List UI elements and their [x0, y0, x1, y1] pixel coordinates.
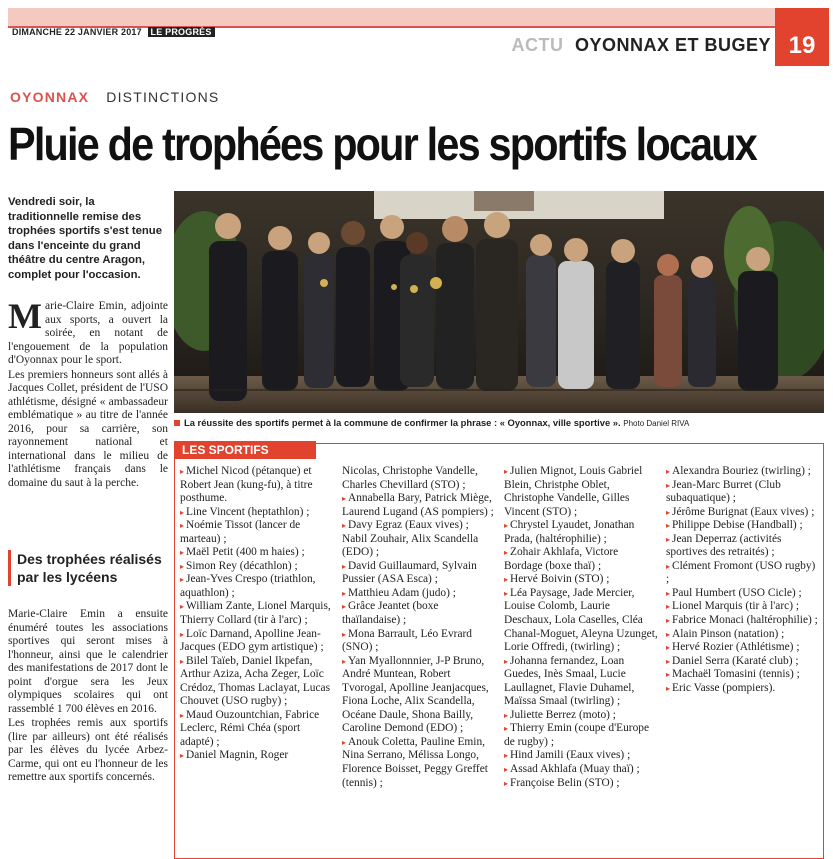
arrow-icon: ▸	[666, 643, 671, 653]
sportif-entry	[666, 628, 820, 642]
sportif-entry-text: Daniel Magnin, Roger	[186, 749, 289, 762]
arrow-icon: ▸	[666, 588, 671, 598]
sportif-entry	[180, 546, 334, 560]
sportif-entry	[342, 736, 496, 790]
sportif-entry	[666, 655, 820, 669]
sportif-entry-text: Fabrice Monaci (haltérophilie) ;	[672, 614, 818, 627]
sportif-entry	[342, 587, 496, 601]
arrow-icon: ▸	[504, 548, 509, 558]
sportif-entry-text: Maël Petit (400 m haies) ;	[186, 546, 305, 559]
sportif-entry-text: Jean Deperraz (activités sportives des retraités) ;	[666, 532, 782, 559]
sportif-entry	[666, 479, 820, 506]
sportif-entry	[666, 614, 820, 628]
sportifs-column-2	[342, 465, 496, 790]
arrow-icon: ▸	[504, 751, 509, 761]
sportif-entry-text: Assad Akhlafa (Muay thaï) ;	[510, 763, 640, 776]
sportif-entry-text: Alexandra Bouriez (twirling) ;	[672, 465, 811, 477]
sportif-entry	[180, 655, 334, 709]
arrow-icon: ▸	[180, 710, 185, 720]
sportif-entry	[504, 709, 658, 723]
sportif-entry	[180, 600, 334, 627]
arrow-icon: ▸	[666, 616, 671, 626]
arrow-icon: ▸	[666, 467, 671, 476]
article-title: Pluie de trophées pour les sportifs locaux	[8, 118, 756, 170]
ceremony-photo-illustration	[174, 191, 824, 413]
sportifs-column-4	[666, 465, 820, 790]
date-text: DIMANCHE 22 JANVIER 2017	[12, 27, 142, 37]
sportif-entry	[342, 492, 496, 519]
sportif-entry	[504, 763, 658, 777]
arrow-icon: ▸	[180, 548, 185, 558]
paragraph-4: Les trophées remis aux sportifs (lire par ailleurs) ont été réalisés par les élèves du lycée Arbez-Carme, qui ont eu l'honneur de les remettre aux sportifs concernés.	[8, 717, 168, 783]
sportif-entry-text: Lionel Marquis (tir à l'arc) ;	[672, 600, 800, 613]
arrow-icon: ▸	[666, 670, 671, 680]
arrow-icon: ▸	[666, 683, 671, 693]
sportif-entry-text: Johanna fernandez, Loan Guedes, Inès Smaal, Lucie Laullagnet, Flavie Duhamel, Maïssa Smaal (twirling) ;	[504, 654, 635, 708]
sportif-entry-text: Grâce Jeantet (boxe thaïlandaise) ;	[342, 600, 439, 627]
sportif-entry-text: Nicolas, Christophe Vandelle, Charles Chevillard (STO) ;	[342, 465, 478, 491]
sportif-entry	[180, 573, 334, 600]
sportif-entry-text: Mona Barrault, Léo Evrard (SNO) ;	[342, 627, 472, 654]
article-photo	[174, 191, 824, 413]
arrow-icon: ▸	[342, 602, 347, 612]
sportif-entry	[666, 682, 820, 696]
arrow-icon: ▸	[504, 588, 509, 598]
caption-square-icon	[174, 420, 180, 426]
arrow-icon: ▸	[180, 467, 185, 476]
arrow-icon: ▸	[180, 561, 185, 571]
sportif-entry	[342, 519, 496, 560]
sportif-entry	[666, 519, 820, 533]
arrow-icon: ▸	[504, 724, 509, 734]
arrow-icon: ▸	[666, 534, 671, 544]
sportif-entry	[342, 560, 496, 587]
sportif-entry-text: Julien Mignot, Louis Gabriel Blein, Christphe Oblet, Christophe Vandelle, Gilles Vincent (STO) ;	[504, 465, 643, 518]
sportif-entry-text: Noémie Tissot (lancer de marteau) ;	[180, 519, 301, 545]
arrow-icon: ▸	[180, 656, 185, 666]
section-rubric	[511, 35, 771, 56]
dropcap: M	[8, 296, 42, 336]
issue-date	[12, 27, 215, 37]
sportif-entry	[504, 777, 658, 791]
sportif-entry-text: Hind Jamili (Eaux vives) ;	[510, 749, 631, 762]
kicker-location: OYONNAX	[10, 89, 90, 105]
sportif-entry-text: Thierry Emin (coupe d'Europe de rugby) ;	[504, 722, 650, 748]
sportif-entry	[342, 600, 496, 627]
sportifs-column-3	[504, 465, 658, 790]
sportif-entry	[504, 546, 658, 573]
header-band	[8, 8, 778, 26]
article-lead: Vendredi soir, la traditionnelle remise des trophées sportifs s'est tenue dans l'enceinte du grand théâtre du centre Aragon, complet pour l'occasion.	[8, 196, 162, 281]
sportif-entry-text: Daniel Serra (Karaté club) ;	[672, 654, 799, 667]
sportif-entry-text: Simon Rey (décathlon) ;	[186, 559, 298, 572]
paragraph-1	[8, 296, 168, 368]
arrow-icon: ▸	[180, 602, 185, 612]
sportif-entry	[180, 709, 334, 750]
arrow-icon: ▸	[180, 575, 185, 585]
sportif-entry	[504, 655, 658, 709]
sportif-entry-text: Loïc Darnand, Apolline Jean-Jacques (EDO gym artistique) ;	[180, 627, 324, 654]
arrow-icon: ▸	[666, 507, 671, 517]
arrow-icon: ▸	[342, 561, 347, 571]
sportif-entry	[666, 465, 820, 479]
arrow-icon: ▸	[666, 656, 671, 666]
arrow-icon: ▸	[180, 751, 185, 761]
sportif-entry-text: Hervé Rozier (Athlétisme) ;	[672, 641, 800, 654]
sportif-entry-text: Jean-Yves Crespo (triathlon, aquathlon) ;	[180, 573, 316, 599]
sportif-entry-text: Annabella Bary, Patrick Miège, Laurend Lugand (AS pompiers) ;	[342, 492, 494, 518]
sportif-entry	[180, 628, 334, 655]
sportif-entry-text: Zohair Akhlafa, Victore Bordage (boxe thaï) ;	[504, 546, 619, 572]
sportif-entry-text: Michel Nicod (pétanque) et Robert Jean (kung-fu), à titre posthume.	[180, 465, 313, 505]
sportif-entry-text: Davy Egraz (Eaux vives) ; Nabil Zouhair, Alix Scandella (EDO) ;	[342, 519, 479, 559]
sportif-entry-text: Machaël Tomasini (tennis) ;	[672, 668, 800, 681]
article-body-bottom	[8, 608, 168, 786]
sportifs-column-1	[180, 465, 334, 790]
sportif-entry	[180, 560, 334, 574]
sportif-entry	[504, 722, 658, 749]
sportif-entry	[504, 749, 658, 763]
sportif-entry	[504, 519, 658, 546]
arrow-icon: ▸	[504, 521, 509, 531]
page-header	[0, 0, 833, 64]
rubric-city: OYONNAX ET BUGEY	[574, 35, 771, 55]
rubric-actu: ACTU	[511, 35, 564, 55]
kicker-section: DISTINCTIONS	[106, 89, 220, 105]
sportifs-box-title: LES SPORTIFS	[174, 441, 316, 459]
sportif-entry	[180, 465, 334, 506]
photo-credit: Photo Daniel RIVA	[623, 419, 690, 428]
sportif-entry	[180, 749, 334, 763]
arrow-icon: ▸	[504, 778, 509, 788]
arrow-icon: ▸	[666, 521, 671, 531]
sportif-entry	[666, 560, 820, 587]
sportif-entry-text: Yan Myallonnnier, J-P Bruno, André Muntean, Robert Tvorogal, Apolline Jeanjacques, Fiona Loche, Alix Scandella, Océane Daule, Shona Bailly, Caroline Demond (EDO) ;	[342, 654, 489, 735]
caption-text: La réussite des sportifs permet à la commune de confirmer la phrase : « Oyonnax, ville sportive ».	[184, 417, 621, 428]
article-body-top	[8, 296, 168, 491]
sportif-entry	[666, 600, 820, 614]
sportif-entry-text: Paul Humbert (USO Cicle) ;	[672, 586, 802, 599]
sportif-entry-text: David Guillaumard, Sylvain Pussier (ASA Esca) ;	[342, 559, 477, 586]
arrow-icon: ▸	[666, 561, 671, 571]
arrow-icon: ▸	[504, 710, 509, 720]
page-number: 19	[775, 8, 829, 66]
sportif-entry	[666, 587, 820, 601]
arrow-icon: ▸	[666, 629, 671, 639]
sportif-entry-text: Anouk Coletta, Pauline Emin, Nina Serrano, Mélissa Longo, Florence Boisset, Peggy Greffet (tennis) ;	[342, 735, 488, 789]
sportif-entry-text: Clément Fromont (USO rugby) ;	[666, 559, 816, 586]
arrow-icon: ▸	[504, 575, 509, 585]
sportif-entry-text: Maud Ouzountchian, Fabrice Leclerc, Rémi Chéa (sport adapté) ;	[180, 708, 320, 748]
paragraph-1-text: arie-Claire Emin, adjointe aux sports, a ouvert la soirée, en notant de l'engouement de la population d'Oyonnax pour le sport.	[8, 300, 168, 366]
paragraph-3: Marie-Claire Emin a ensuite énuméré toutes les associations sportives qui seront mises à l'honneur, ainsi que le calendrier des manifestations de 2017 dont le point d'orgue sera les Jeux olympiques scolaires qui ont rassemblé 1 700 élèves en 2016.	[8, 608, 168, 715]
arrow-icon: ▸	[342, 521, 347, 531]
sportif-entry-text: Jérôme Burignat (Eaux vives) ;	[672, 505, 815, 518]
sportif-entry-text: Jean-Marc Burret (Club subaquatique) ;	[666, 478, 781, 505]
article-subhead: Des trophées réalisés par les lycéens	[8, 550, 168, 586]
sportif-entry	[342, 655, 496, 736]
sportif-entry-text: Line Vincent (heptathlon) ;	[186, 505, 310, 518]
sportif-entry-text: Matthieu Adam (judo) ;	[348, 586, 456, 599]
sportif-entry	[342, 465, 496, 492]
arrow-icon: ▸	[342, 494, 347, 504]
arrow-icon: ▸	[180, 521, 185, 531]
sportif-entry	[666, 533, 820, 560]
sportif-entry	[180, 519, 334, 546]
sportif-entry-text: Eric Vasse (pompiers).	[672, 681, 776, 694]
sportif-entry-text: Léa Paysage, Jade Mercier, Louise Colomb, Laurie Deschaux, Lola Caselles, Cléa Chanal-Moguet, Aleyna Uzunget, Lorie Offredi, (twirling) ;	[504, 586, 658, 654]
arrow-icon: ▸	[504, 467, 509, 476]
sportif-entry-text: Hervé Boivin (STO) ;	[510, 573, 610, 586]
sportif-entry	[666, 668, 820, 682]
sportif-entry-text: Chrystel Lyaudet, Jonathan Prada, (haltérophilie) ;	[504, 519, 635, 545]
arrow-icon: ▸	[504, 765, 509, 775]
arrow-icon: ▸	[180, 507, 185, 517]
sportif-entry-text: Philippe Debise (Handball) ;	[672, 519, 803, 532]
arrow-icon: ▸	[342, 737, 347, 747]
sportif-entry-text: William Zante, Lionel Marquis, Thierry Collard (tir à l'arc) ;	[180, 600, 331, 627]
article-kicker	[10, 89, 219, 105]
paragraph-2: Les premiers honneurs sont allés à Jacques Collet, président de l'USO athlétisme, désigné « ambassadeur emblématique » au titre de l'année 2016, pour sa carrière, son rayonnement national et international dans le milieu de l'athlétisme français dans le domaine du saut à la perche.	[8, 368, 168, 489]
arrow-icon: ▸	[666, 602, 671, 612]
arrow-icon: ▸	[504, 656, 509, 666]
sportif-entry	[180, 506, 334, 520]
photo-caption	[174, 417, 824, 428]
sportif-entry	[504, 573, 658, 587]
sportifs-columns	[180, 465, 820, 790]
arrow-icon: ▸	[666, 480, 671, 490]
sportif-entry-text: Françoise Belin (STO) ;	[510, 776, 620, 789]
arrow-icon: ▸	[342, 629, 347, 639]
arrow-icon: ▸	[180, 629, 185, 639]
sportif-entry	[504, 465, 658, 519]
arrow-icon: ▸	[342, 588, 347, 598]
sportif-entry-text: Alain Pinson (natation) ;	[672, 627, 785, 640]
sportif-entry	[504, 587, 658, 655]
sportif-entry	[666, 506, 820, 520]
sportif-entry-text: Juliette Berrez (moto) ;	[510, 708, 616, 721]
sportif-entry	[666, 641, 820, 655]
sportif-entry-text: Bilel Taïeb, Daniel Ikpefan, Arthur Aziza, Acha Zeger, Loïc Crédoz, Thomas Laclayat, Lucas Chouvet (USO rugby) ;	[180, 654, 331, 708]
sportif-entry	[342, 628, 496, 655]
newspaper-logo: LE PROGRÈS	[148, 27, 215, 37]
arrow-icon: ▸	[342, 656, 347, 666]
